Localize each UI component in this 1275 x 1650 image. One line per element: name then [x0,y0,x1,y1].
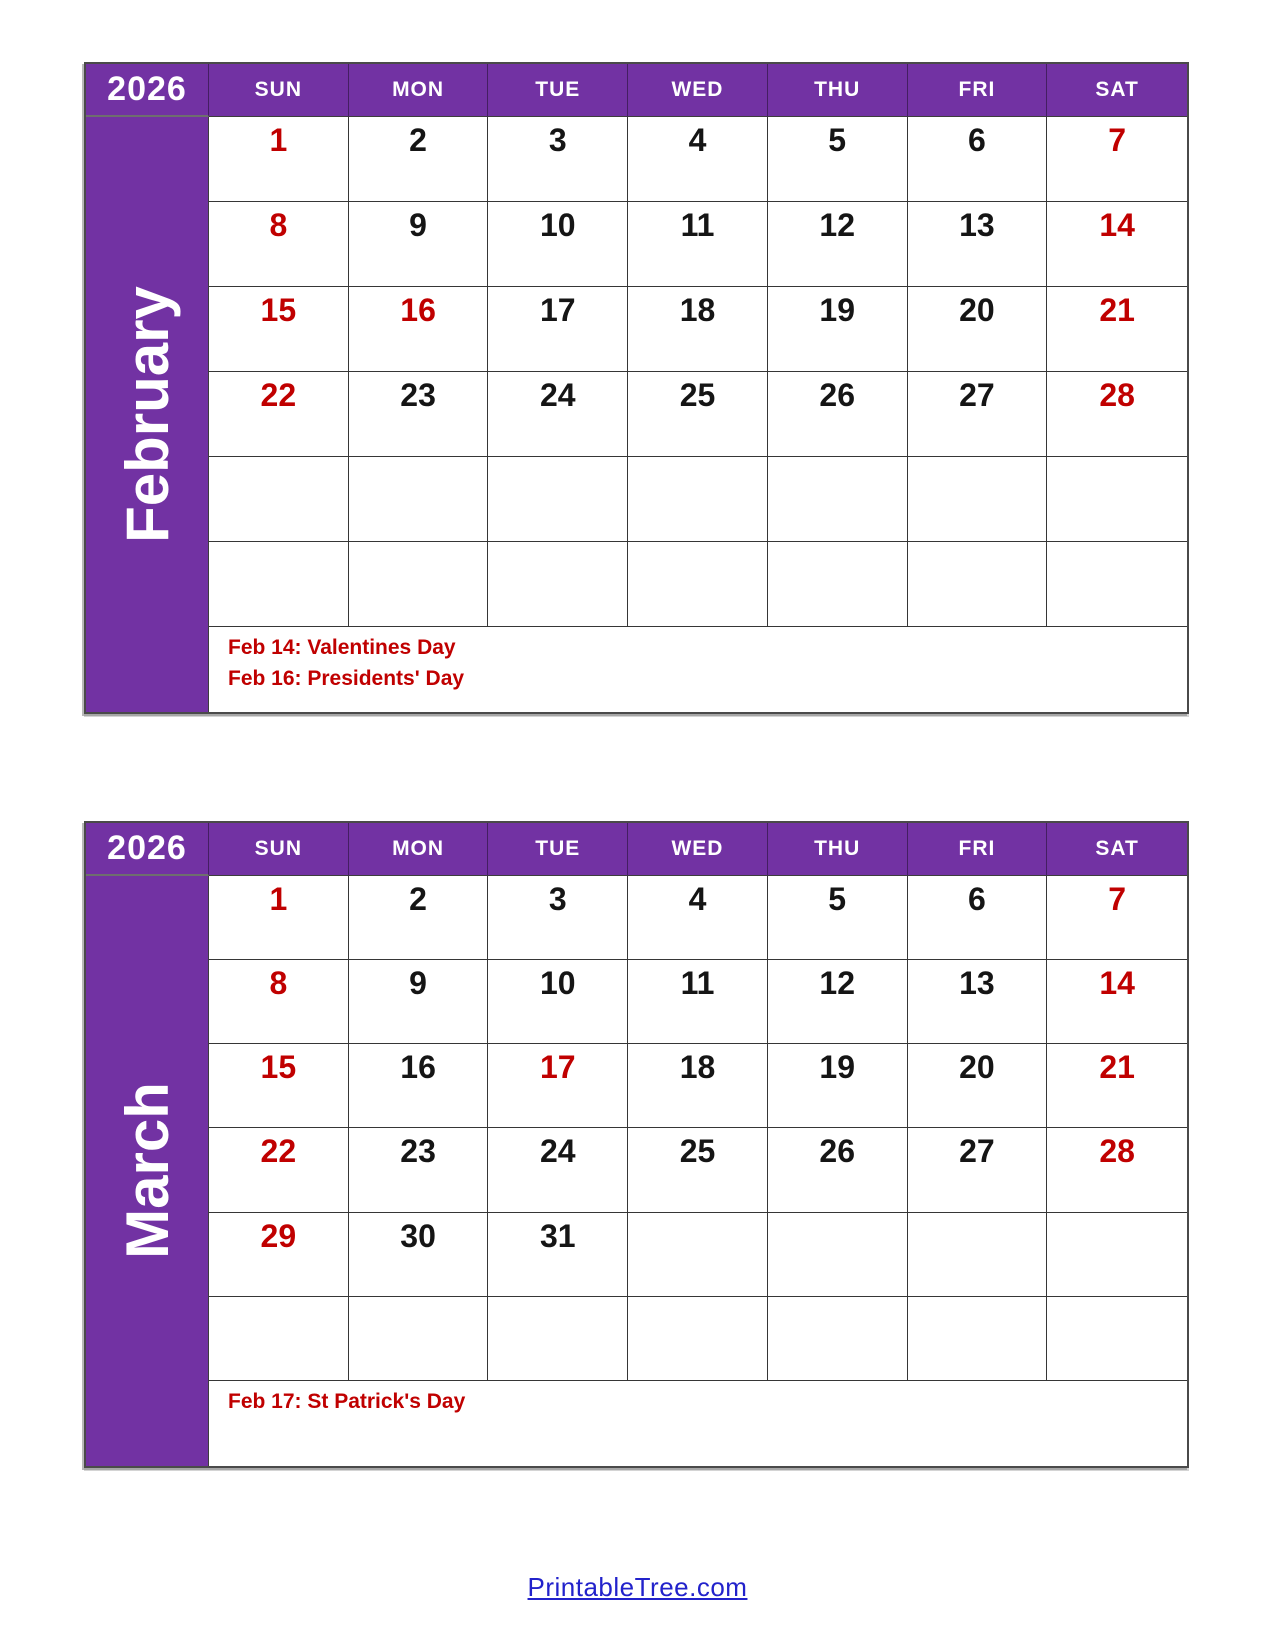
holiday-notes [209,627,1187,712]
month-sidebar [86,876,209,1466]
date-cell-13: 13 [908,960,1048,1044]
date-cell-27: 27 [908,372,1048,457]
empty-cell [209,1297,349,1381]
day-header-mon: MON [349,64,489,117]
date-cell-24: 24 [488,1128,628,1212]
empty-cell [349,1297,489,1381]
date-cell-16: 16 [349,1044,489,1128]
holiday-note: Feb 14: Valentines Day [228,636,456,659]
day-header-thu: THU [768,823,908,876]
day-header-thu: THU [768,64,908,117]
date-cell-19: 19 [768,287,908,372]
footer-link[interactable]: PrintableTree.com [527,1572,748,1602]
holiday-note: Feb 17: St Patrick's Day [228,1389,466,1413]
empty-cell [1047,542,1187,627]
date-cell-30: 30 [349,1213,489,1297]
date-cell-5: 5 [768,117,908,202]
date-cell-8: 8 [209,202,349,287]
empty-cell [908,1297,1048,1381]
date-cell-9: 9 [349,202,489,287]
empty-cell [908,1213,1048,1297]
month-label: March [113,1082,181,1260]
date-cell-9: 9 [349,960,489,1044]
date-cell-27: 27 [908,1128,1048,1212]
day-header-mon: MON [349,823,489,876]
date-cell-2: 2 [349,117,489,202]
date-cell-2: 2 [349,876,489,960]
date-cell-11: 11 [628,202,768,287]
date-cell-18: 18 [628,1044,768,1128]
date-cell-8: 8 [209,960,349,1044]
date-cell-1: 1 [209,117,349,202]
date-cell-31: 31 [488,1213,628,1297]
date-cell-25: 25 [628,1128,768,1212]
date-cell-12: 12 [768,202,908,287]
date-cell-7: 7 [1047,876,1187,960]
empty-cell [768,1213,908,1297]
empty-cell [349,542,489,627]
date-cell-13: 13 [908,202,1048,287]
month-label: February [113,286,181,543]
day-header-fri: FRI [908,64,1048,117]
empty-cell [628,457,768,542]
day-header-sun: SUN [209,823,349,876]
date-cell-3: 3 [488,876,628,960]
date-cell-6: 6 [908,876,1048,960]
date-cell-25: 25 [628,372,768,457]
date-cell-3: 3 [488,117,628,202]
date-cell-29: 29 [209,1213,349,1297]
date-cell-23: 23 [349,1128,489,1212]
holiday-notes [209,1381,1187,1466]
empty-cell [488,542,628,627]
empty-cell [1047,1213,1187,1297]
date-cell-16: 16 [349,287,489,372]
date-cell-21: 21 [1047,1044,1187,1128]
date-cell-17: 17 [488,287,628,372]
date-cell-22: 22 [209,372,349,457]
date-cell-4: 4 [628,117,768,202]
february-calendar [84,62,1189,714]
day-header-sat: SAT [1047,823,1187,876]
date-cell-17: 17 [488,1044,628,1128]
date-cell-26: 26 [768,372,908,457]
date-cell-4: 4 [628,876,768,960]
date-cell-12: 12 [768,960,908,1044]
empty-cell [768,1297,908,1381]
empty-cell [628,1297,768,1381]
march-calendar [84,821,1189,1468]
date-cell-1: 1 [209,876,349,960]
date-cell-21: 21 [1047,287,1187,372]
empty-cell [1047,457,1187,542]
empty-cell [1047,1297,1187,1381]
date-cell-6: 6 [908,117,1048,202]
date-cell-5: 5 [768,876,908,960]
date-cell-20: 20 [908,287,1048,372]
day-header-fri: FRI [908,823,1048,876]
date-cell-14: 14 [1047,960,1187,1044]
date-cell-7: 7 [1047,117,1187,202]
empty-cell [209,457,349,542]
year-label: 2026 [86,823,209,876]
date-cell-20: 20 [908,1044,1048,1128]
page-footer [0,1572,1275,1603]
date-cell-18: 18 [628,287,768,372]
day-header-wed: WED [628,64,768,117]
day-header-wed: WED [628,823,768,876]
day-header-tue: TUE [488,64,628,117]
date-cell-15: 15 [209,287,349,372]
date-cell-10: 10 [488,960,628,1044]
date-cell-24: 24 [488,372,628,457]
date-cell-23: 23 [349,372,489,457]
date-cell-28: 28 [1047,1128,1187,1212]
date-cell-22: 22 [209,1128,349,1212]
empty-cell [768,457,908,542]
empty-cell [488,1297,628,1381]
date-cell-11: 11 [628,960,768,1044]
date-cell-14: 14 [1047,202,1187,287]
date-cell-10: 10 [488,202,628,287]
empty-cell [349,457,489,542]
day-header-sat: SAT [1047,64,1187,117]
empty-cell [908,542,1048,627]
month-sidebar [86,117,209,712]
empty-cell [768,542,908,627]
date-cell-28: 28 [1047,372,1187,457]
empty-cell [628,542,768,627]
year-label: 2026 [86,64,209,117]
date-cell-19: 19 [768,1044,908,1128]
empty-cell [209,542,349,627]
empty-cell [628,1213,768,1297]
empty-cell [488,457,628,542]
date-cell-15: 15 [209,1044,349,1128]
date-cell-26: 26 [768,1128,908,1212]
day-header-tue: TUE [488,823,628,876]
empty-cell [908,457,1048,542]
holiday-note: Feb 16: Presidents' Day [228,667,465,690]
day-header-sun: SUN [209,64,349,117]
